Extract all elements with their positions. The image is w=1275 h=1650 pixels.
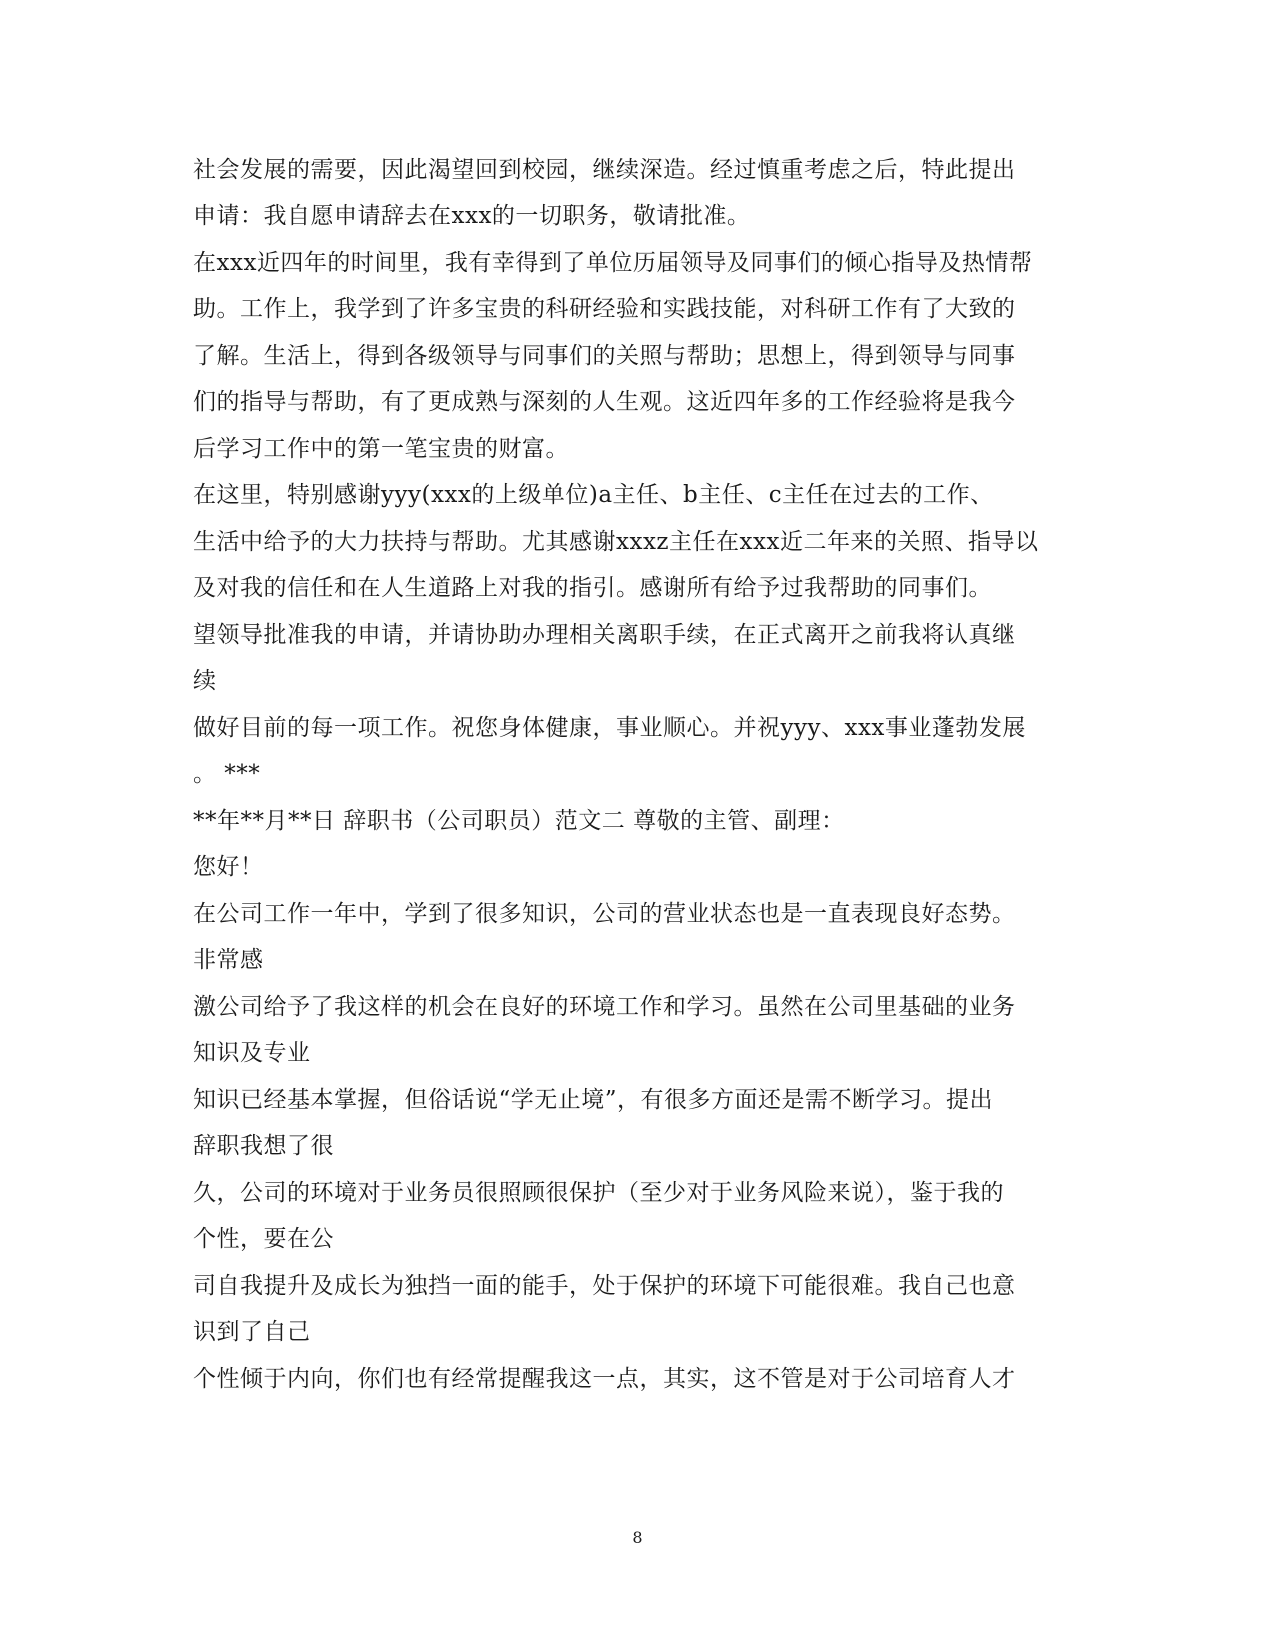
text-line: 望领导批准我的申请，并请协助办理相关离职手续，在正式离开之前我将认真继 <box>193 622 1016 648</box>
text-line: 个性，要在公 <box>193 1226 334 1252</box>
text-line: 们的指导与帮助，有了更成熟与深刻的人生观。这近四年多的工作经验将是我今 <box>193 389 1016 415</box>
text-line: 了解。生活上，得到各级领导与同事们的关照与帮助；思想上，得到领导与同事 <box>193 343 1016 369</box>
text-line: 申请：我自愿申请辞去在xxx的一切职务，敬请批准。 <box>193 203 751 229</box>
text-line: 。 *** <box>193 761 261 787</box>
text-line: 知识已经基本掌握，但俗话说“学无止境”，有很多方面还是需不断学习。提出 <box>193 1087 994 1113</box>
text-line: 在公司工作一年中，学到了很多知识，公司的营业状态也是一直表现良好态势。 <box>193 901 1016 927</box>
text-line: 在这里，特别感谢yyy(xxx的上级单位)a主任、b主任、c主任在过去的工作、 <box>193 482 994 508</box>
text-line: 社会发展的需要，因此渴望回到校园，继续深造。经过慎重考虑之后，特此提出 <box>193 157 1016 183</box>
page-number: 8 <box>632 1528 643 1547</box>
text-line: 辞职我想了很 <box>193 1133 334 1159</box>
text-line: 久，公司的环境对于业务员很照顾很保护（至少对于业务风险来说），鉴于我的 <box>193 1180 1004 1206</box>
text-line: 生活中给予的大力扶持与帮助。尤其感谢xxxz主任在xxx近二年来的关照、指导以 <box>193 529 1039 555</box>
text-line: 及对我的信任和在人生道路上对我的指引。感谢所有给予过我帮助的同事们。 <box>193 575 992 601</box>
text-line: 续 <box>193 668 217 694</box>
text-line: 个性倾于内向，你们也有经常提醒我这一点，其实，这不管是对于公司培育人才 <box>193 1366 1016 1392</box>
text-line: 您好！ <box>193 854 264 880</box>
text-line: **年**月**日 辞职书（公司职员）范文二 尊敬的主管、副理： <box>193 808 845 834</box>
text-line: 司自我提升及成长为独挡一面的能手，处于保护的环境下可能很难。我自己也意 <box>193 1273 1016 1299</box>
text-line: 识到了自己 <box>193 1319 311 1345</box>
text-line: 在xxx近四年的时间里，我有幸得到了单位历届领导及同事们的倾心指导及热情帮 <box>193 250 1033 276</box>
text-line: 后学习工作中的第一笔宝贵的财富。 <box>193 436 569 462</box>
text-line: 非常感 <box>193 947 264 973</box>
text-line: 激公司给予了我这样的机会在良好的环境工作和学习。虽然在公司里基础的业务 <box>193 994 1016 1020</box>
text-line: 助。工作上，我学到了许多宝贵的科研经验和实践技能，对科研工作有了大致的 <box>193 296 1016 322</box>
text-line: 做好目前的每一项工作。祝您身体健康，事业顺心。并祝yyy、xxx事业蓬勃发展 <box>193 715 1026 741</box>
text-line: 知识及专业 <box>193 1040 311 1066</box>
